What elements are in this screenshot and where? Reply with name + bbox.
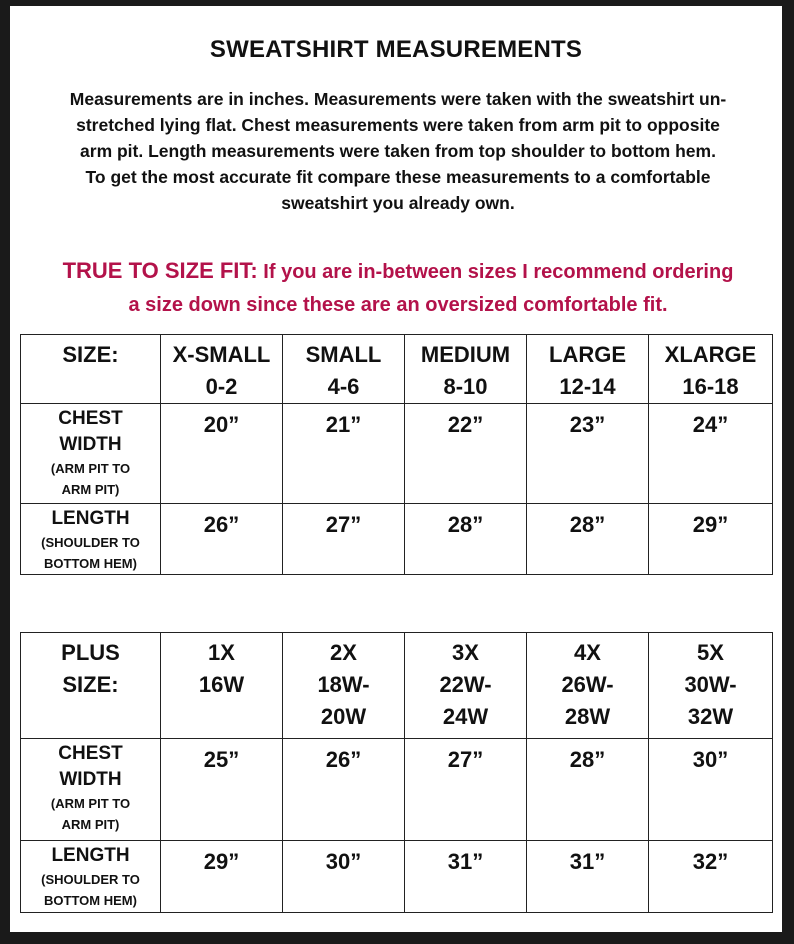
chest-value: 22”: [405, 404, 527, 504]
plus-size-column-header: 1X 16W: [161, 633, 283, 739]
intro-paragraph: [22, 86, 774, 216]
chest-value: 27”: [405, 739, 527, 841]
size-column-header: XLARGE 16-18: [649, 335, 773, 404]
length-value: 28”: [405, 504, 527, 575]
intro-line: To get the most accurate fit compare these measurements to a comfortable: [85, 167, 711, 187]
chest-width-label: CHEST WIDTH (ARM PIT TO ARM PIT): [21, 739, 161, 841]
table-row: [21, 504, 773, 575]
length-label: LENGTH (SHOULDER TO BOTTOM HEM): [21, 841, 161, 913]
fit-note: [18, 254, 778, 322]
plus-size-column-header: 4X 26W- 28W: [527, 633, 649, 739]
fit-note-line: [18, 254, 778, 289]
table-row: [21, 335, 773, 404]
regular-size-table: [20, 334, 773, 575]
intro-line: stretched lying flat. Chest measurements were taken from arm pit to opposite: [76, 115, 720, 135]
size-chart-sheet: [10, 6, 782, 932]
intro-line: sweatshirt you already own.: [281, 193, 515, 213]
chest-value: 21”: [283, 404, 405, 504]
size-header-cell: SIZE:: [21, 335, 161, 404]
length-label: LENGTH (SHOULDER TO BOTTOM HEM): [21, 504, 161, 575]
page-title: SWEATSHIRT MEASUREMENTS: [209, 36, 583, 63]
length-value: 31”: [527, 841, 649, 913]
size-column-header: X-SMALL 0-2: [161, 335, 283, 404]
chest-value: 28”: [527, 739, 649, 841]
fit-note-line: a size down since these are an oversized comfortable fit.: [128, 294, 668, 316]
intro-line: arm pit. Length measurements were taken from top shoulder to bottom hem.: [80, 141, 716, 161]
chest-value: 26”: [283, 739, 405, 841]
size-column-header: MEDIUM 8-10: [405, 335, 527, 404]
length-value: 31”: [405, 841, 527, 913]
chest-value: 20”: [161, 404, 283, 504]
chest-value: 30”: [649, 739, 773, 841]
length-value: 32”: [649, 841, 773, 913]
plus-size-column-header: 2X 18W- 20W: [283, 633, 405, 739]
length-value: 29”: [649, 504, 773, 575]
chest-value: 25”: [161, 739, 283, 841]
size-column-header: SMALL 4-6: [283, 335, 405, 404]
table-row: [21, 739, 773, 841]
length-value: 26”: [161, 504, 283, 575]
plus-size-column-header: 5X 30W- 32W: [649, 633, 773, 739]
intro-line: Measurements are in inches. Measurements were taken with the sweatshirt un-: [69, 89, 727, 109]
chest-value: 23”: [527, 404, 649, 504]
chest-value: 24”: [649, 404, 773, 504]
fit-note-text: If you are in-between sizes I recommend ordering: [257, 261, 734, 283]
plus-size-column-header: 3X 22W- 24W: [405, 633, 527, 739]
plus-size-table: [20, 632, 773, 913]
table-row: [21, 841, 773, 913]
fit-note-lead: TRUE TO SIZE FIT:: [62, 258, 258, 283]
table-row: [21, 633, 773, 739]
length-value: 27”: [283, 504, 405, 575]
table-row: [21, 404, 773, 504]
length-value: 30”: [283, 841, 405, 913]
length-value: 28”: [527, 504, 649, 575]
chest-width-label: CHEST WIDTH (ARM PIT TO ARM PIT): [21, 404, 161, 504]
size-column-header: LARGE 12-14: [527, 335, 649, 404]
plus-size-header-cell: PLUS SIZE:: [21, 633, 161, 739]
length-value: 29”: [161, 841, 283, 913]
